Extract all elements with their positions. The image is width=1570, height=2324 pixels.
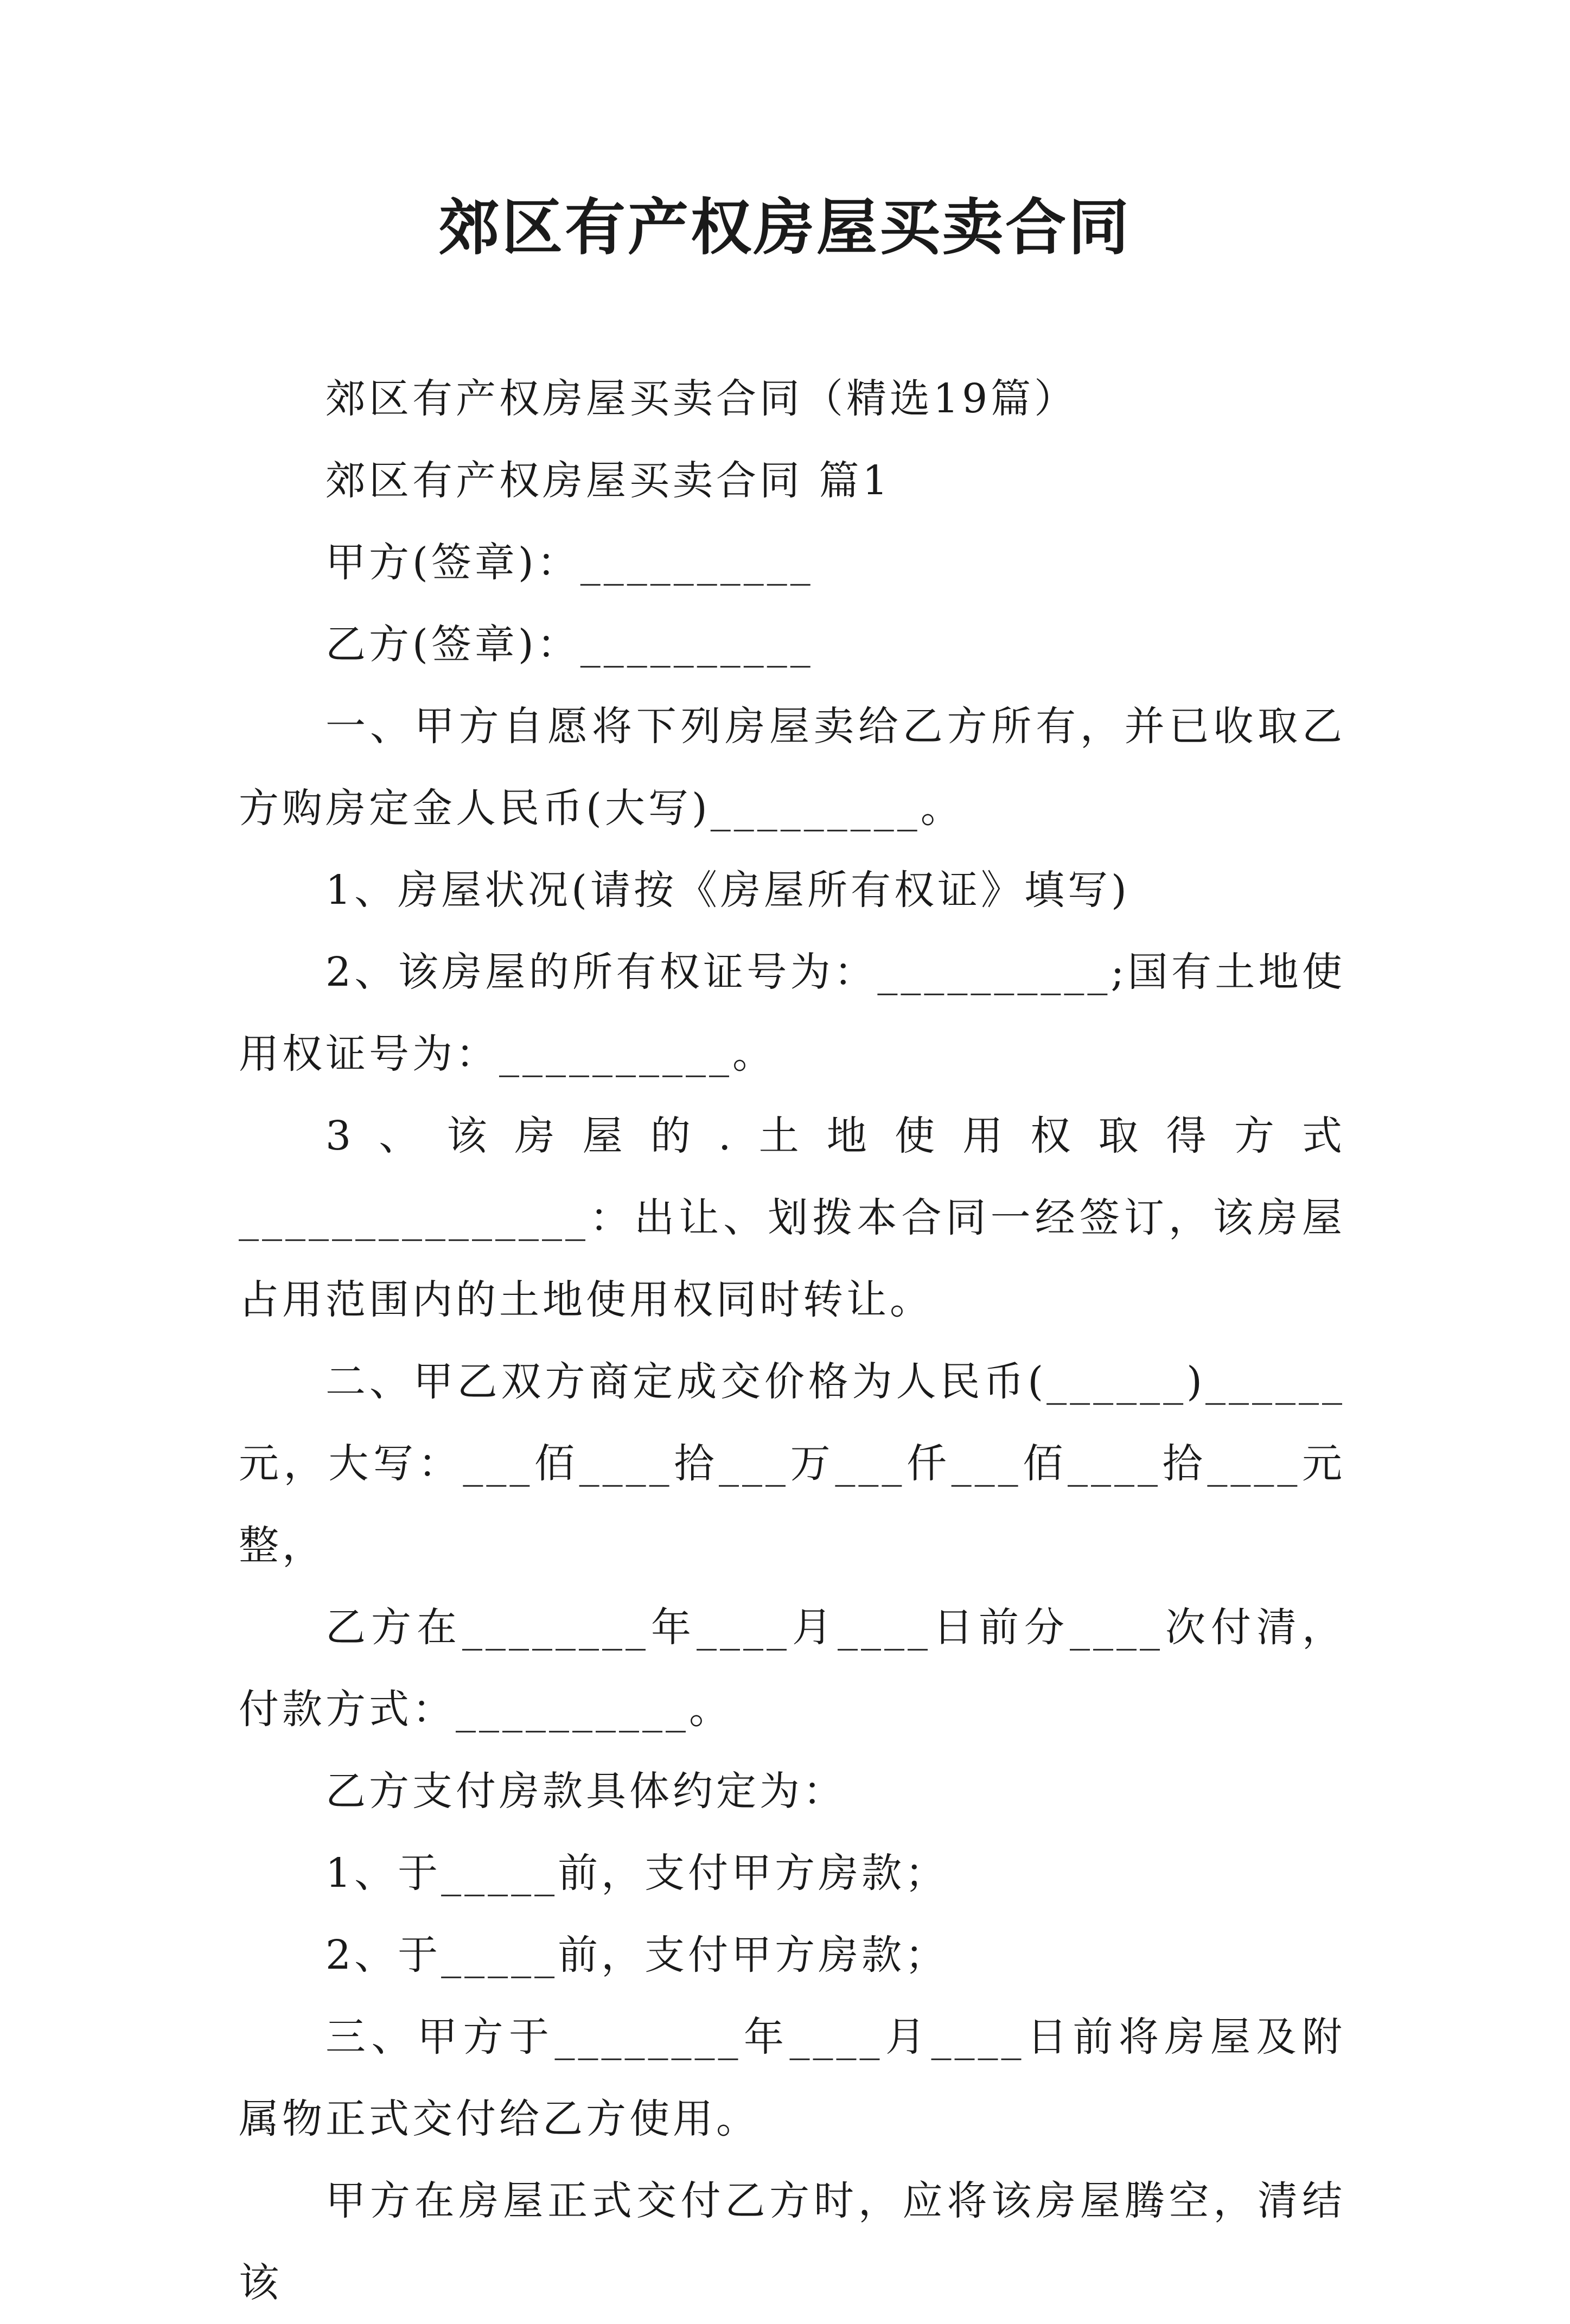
document-paragraph: 乙方(签章)：__________ (326, 621, 814, 668)
document-title: 郊区有产权房屋买卖合同 (439, 192, 1131, 263)
document-paragraph: 二、甲乙双方商定成交价格为人民币(______)______元，大写：___佰____拾___万___仟___佰____拾____元整， (239, 1358, 1345, 1569)
document-body (239, 358, 1345, 2324)
document-paragraph: 2、该房屋的所有权证号为：__________;国有土地使用权证号为：__________。 (239, 949, 1345, 1077)
document-paragraph: 1、房屋状况(请按《房屋所有权证》填写) (326, 867, 1130, 914)
document-paragraph: 1、于_____前，支付甲方房款； (326, 1850, 949, 1897)
document-paragraph: 三、甲方于________年____月____日前将房屋及附属物正式交付给乙方使用。 (239, 2014, 1345, 2142)
document-paragraph: 乙方在________年____月____日前分____次付清，付款方式：__________。 (239, 1604, 1345, 1733)
document-paragraph: 甲方在房屋正式交付乙方时，应将该房屋腾空，清结该 (239, 2178, 1345, 2306)
document-paragraph: 3、该房屋的.土地使用权取得方式_______________：出让、划拨本合同一经签订，该房屋占用范围内的土地使用权同时转让。 (239, 1113, 1345, 1323)
document-paragraph: 甲方(签章)：__________ (326, 539, 814, 586)
document-paragraph: 郊区有产权房屋买卖合同 篇1 (326, 457, 891, 504)
document-paragraph: 一、甲方自愿将下列房屋卖给乙方所有，并已收取乙方购房定金人民币(大写)_________。 (239, 703, 1345, 832)
document-paragraph: 郊区有产权房屋买卖合同（精选19篇） (326, 375, 1078, 422)
document-paragraph: 乙方支付房款具体约定为： (326, 1768, 846, 1815)
document-paragraph: 2、于_____前，支付甲方房款； (326, 1932, 949, 1978)
